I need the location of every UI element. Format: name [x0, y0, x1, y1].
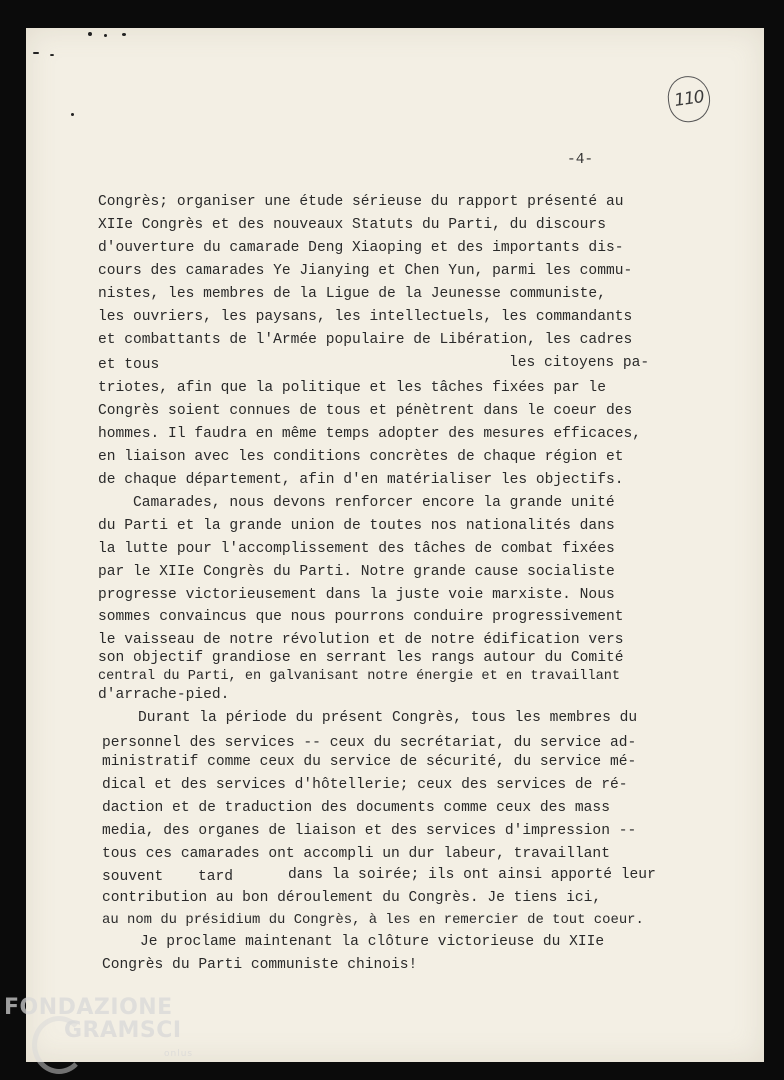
fondazione-gramsci-watermark: [4, 995, 194, 1059]
text-line: d'arrache-pied.: [98, 687, 230, 703]
dust-mark: [122, 33, 126, 36]
text-line: et combattants de l'Armée populaire de Libération, les cadres: [98, 332, 633, 348]
folio-number-stamp: 110: [665, 73, 713, 124]
watermark-logo-icon: [32, 1016, 86, 1074]
text-line: Camarades, nous devons renforcer encore la grande unité: [133, 495, 615, 511]
text-line: souvent: [102, 869, 164, 885]
text-line: XIIe Congrès et des nouveaux Statuts du Parti, du discours: [98, 217, 606, 233]
dust-mark: [104, 34, 107, 37]
text-line: Congrès; organiser une étude sérieuse du rapport présenté au: [98, 194, 624, 210]
text-line: Congrès soient connues de tous et pénètrent dans le coeur des: [98, 403, 633, 419]
watermark-suffix: onlus: [164, 1049, 194, 1059]
dust-mark: [33, 52, 39, 54]
text-line: le vaisseau de notre révolution et de notre édification vers: [98, 632, 624, 648]
dust-mark: [71, 113, 74, 116]
dust-mark: [50, 54, 54, 56]
text-line: central du Parti, en galvanisant notre énergie et en travaillant: [98, 669, 621, 684]
text-line: contribution au bon déroulement du Congrès. Je tiens ici,: [102, 890, 602, 906]
text-line: au nom du présidium du Congrès, à les en remercier de tout coeur.: [102, 912, 644, 928]
text-line: par le XIIe Congrès du Parti. Notre grande cause socialiste: [98, 564, 615, 580]
text-line: dans la soirée; ils ont ainsi apporté leur: [288, 867, 656, 883]
text-line: ministratif comme ceux du service de sécurité, du service mé-: [102, 754, 637, 770]
text-line: Je proclame maintenant la clôture victorieuse du XIIe: [140, 934, 605, 950]
page-number: -4-: [567, 152, 594, 168]
text-line: de chaque département, afin d'en matérialiser les objectifs.: [98, 472, 624, 488]
text-line: personnel des services -- ceux du secrétariat, du service ad-: [102, 735, 637, 751]
text-line: nistes, les membres de la Ligue de la Jeunesse communiste,: [98, 286, 606, 302]
text-line: tous ces camarades ont accompli un dur labeur, travaillant: [102, 846, 610, 862]
text-line: Congrès du Parti communiste chinois!: [102, 957, 418, 973]
text-line: progresse victorieusement dans la juste voie marxiste. Nous: [98, 587, 615, 603]
text-line: hommes. Il faudra en même temps adopter des mesures efficaces,: [98, 426, 641, 442]
text-line: tard: [198, 869, 234, 885]
dust-mark: [88, 32, 92, 36]
text-line: d'ouverture du camarade Deng Xiaoping et des importants dis-: [98, 240, 624, 256]
text-line: dical et des services d'hôtellerie; ceux des services de ré-: [102, 777, 628, 793]
text-line: son objectif grandiose en serrant les rangs autour du Comité: [98, 650, 624, 666]
text-line: les citoyens pa-: [509, 355, 650, 371]
text-line: en liaison avec les conditions concrètes de chaque région et: [98, 449, 624, 465]
text-line: media, des organes de liaison et des services d'impression --: [102, 823, 637, 839]
watermark-line2: GRAMSCI: [64, 1018, 182, 1044]
text-line: du Parti et la grande union de toutes nos nationalités dans: [98, 518, 615, 534]
text-line: la lutte pour l'accomplissement des tâches de combat fixées: [98, 541, 615, 557]
text-line: et tous: [98, 357, 160, 373]
text-line: triotes, afin que la politique et les tâches fixées par le: [98, 380, 606, 396]
text-line: Durant la période du présent Congrès, tous les membres du: [138, 710, 638, 726]
text-line: cours des camarades Ye Jianying et Chen Yun, parmi les commu-: [98, 263, 633, 279]
watermark-line1: FONDAZIONE: [4, 995, 173, 1020]
text-line: sommes convaincus que nous pourrons conduire progressivement: [98, 609, 624, 625]
text-line: daction et de traduction des documents comme ceux des mass: [102, 800, 610, 816]
text-line: les ouvriers, les paysans, les intellectuels, les commandants: [98, 309, 633, 325]
